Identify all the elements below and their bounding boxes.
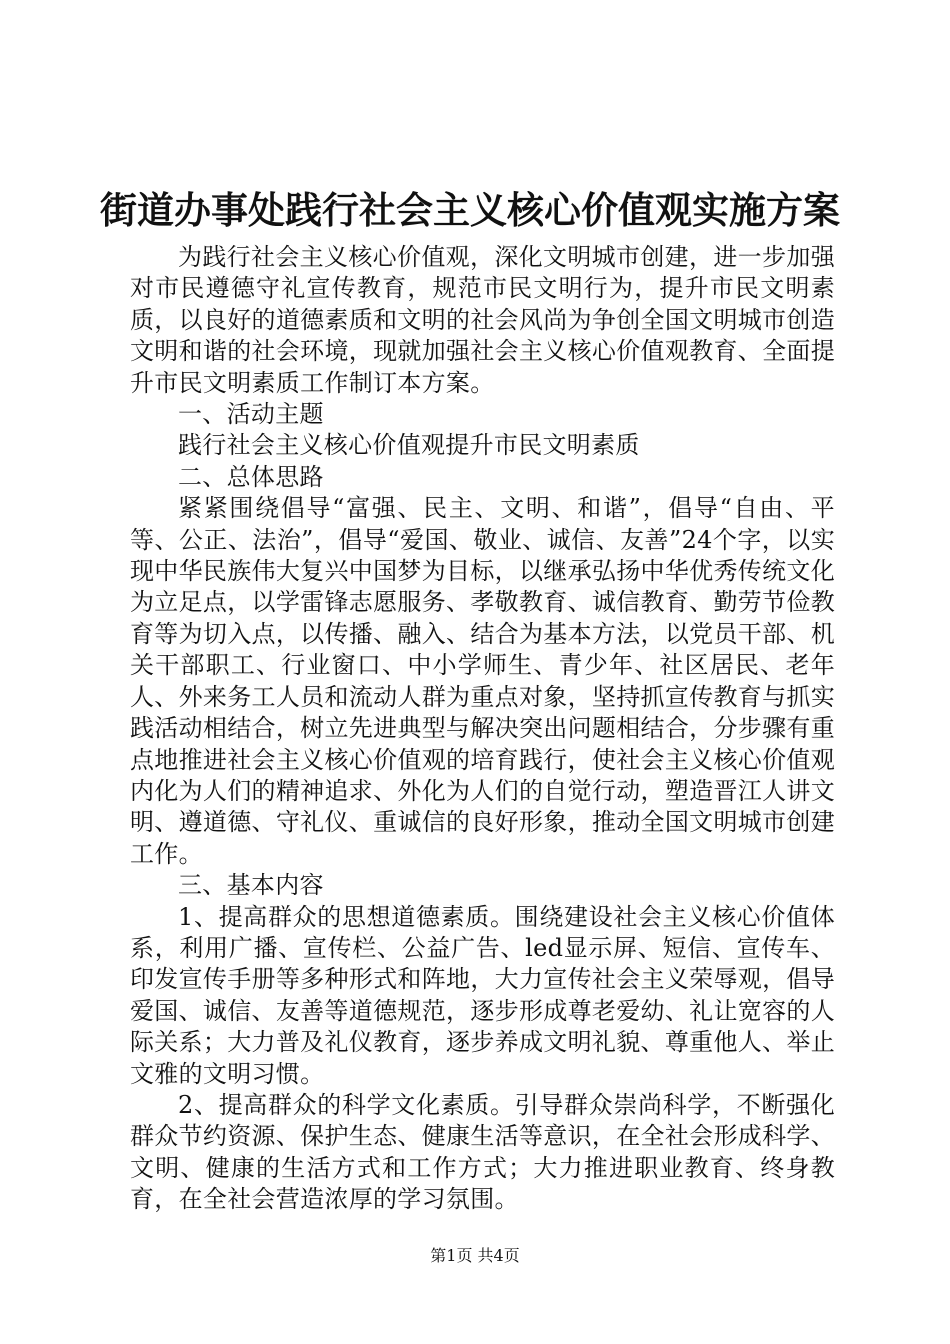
document-title: 街道办事处践行社会主义核心价值观实施方案 xyxy=(100,188,840,232)
paragraph-theme: 践行社会主义核心价值观提升市民文明素质 xyxy=(178,431,640,460)
section-heading-content: 三、基本内容 xyxy=(178,871,324,900)
paragraph-intro: 为践行社会主义核心价值观，深化文明城市创建，进一步加强对市民遵德守礼宣传教育，规范市民文明行为，提升市民文明素质，以良好的道德素质和文明的社会风尚为争创全国文明城市创造文明和谐的社会环境，现就加强社会主义核心价值观教育、全面提升市民文明素质工作制订本方案。 xyxy=(130,243,835,397)
paragraph-content-1: 1、提高群众的思想道德素质。围绕建设社会主义核心价值体系，利用广播、宣传栏、公益广告、led显示屏、短信、宣传车、印发宣传手册等多种形式和阵地，大力宣传社会主义荣辱观，倡导爱国、诚信、友善等道德规范，逐步形成尊老爱幼、礼让宽容的人际关系；大力普及礼仪教育，逐步养成文明礼貌、尊重他人、举止文雅的文明习惯。 xyxy=(130,902,835,1088)
section-heading-approach: 二、总体思路 xyxy=(178,462,324,491)
section-heading-theme: 一、活动主题 xyxy=(178,400,324,429)
document-body xyxy=(130,242,835,1216)
page-footer: 第1页 共4页 xyxy=(430,1246,520,1265)
paragraph-content-2: 2、提高群众的科学文化素质。引导群众崇尚科学，不断强化群众节约资源、保护生态、健康生活等意识，在全社会形成科学、文明、健康的生活方式和工作方式；大力推进职业教育、终身教育，在全社会营造浓厚的学习氛围。 xyxy=(130,1090,835,1214)
paragraph-approach: 紧紧围绕倡导“富强、民主、文明、和谐”，倡导“自由、平等、公正、法治”，倡导“爱国、敬业、诚信、友善”24个字，以实现中华民族伟大复兴中国梦为目标，以继承弘扬中华优秀传统文化为立足点，以学雷锋志愿服务、孝敬教育、诚信教育、勤劳节俭教育等为切入点，以传播、融入、结合为基本方法，以党员干部、机关干部职工、行业窗口、中小学师生、青少年、社区居民、老年人、外来务工人员和流动人群为重点对象，坚持抓宣传教育与抓实践活动相结合，树立先进典型与解决突出问题相结合，分步骤有重点地推进社会主义核心价值观的培育践行，使社会主义核心价值观内化为人们的精神追求、外化为人们的自觉行动，塑造晋江人讲文明、遵道德、守礼仪、重诚信的良好形象，推动全国文明城市创建工作。 xyxy=(130,494,835,868)
